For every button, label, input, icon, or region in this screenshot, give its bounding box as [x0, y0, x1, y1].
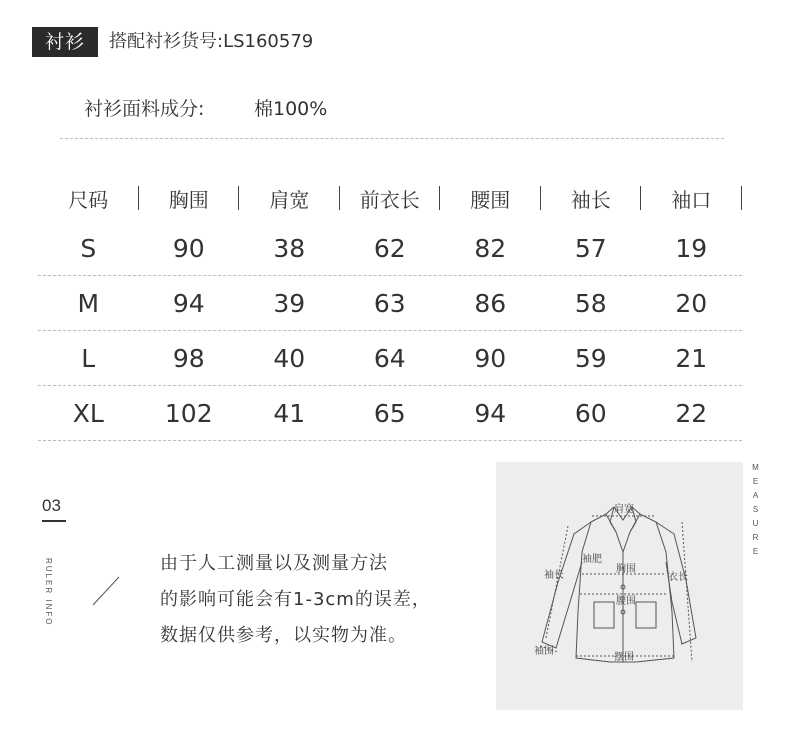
column-header: 尺码 — [38, 184, 139, 213]
label-chest: 胸围 — [616, 564, 636, 575]
measurement-diagram — [496, 462, 743, 710]
category-tag: 衬衫 — [32, 27, 98, 57]
table-cell: 41 — [273, 398, 306, 428]
label-hem: 摆围 — [614, 652, 634, 663]
table-cell: M — [77, 288, 100, 318]
label-armhole: 袖肥 — [582, 554, 602, 565]
note-line: 由于人工测量以及测量方法 — [160, 553, 388, 574]
table-cell: 98 — [172, 343, 205, 373]
table-cell: 90 — [172, 233, 205, 263]
table-cell: 38 — [273, 233, 306, 263]
column-header: 袖口 — [641, 184, 742, 213]
table-cell: 64 — [373, 343, 406, 373]
table-cell: 90 — [474, 343, 507, 373]
column-header: 肩宽 — [239, 184, 340, 213]
column-header: 胸围 — [139, 184, 240, 213]
table-cell: 19 — [675, 233, 708, 263]
label-shoulder: 肩宽 — [614, 504, 634, 515]
table-cell: 86 — [474, 288, 507, 318]
table-cell: 40 — [273, 343, 306, 373]
label-waist: 腰围 — [616, 596, 636, 607]
table-cell: L — [81, 343, 96, 373]
row-divider — [38, 440, 742, 441]
table-cell: 21 — [675, 343, 708, 373]
note-line: 的影响可能会有1-3cm的误差， — [160, 589, 431, 610]
table-cell: 22 — [675, 398, 708, 428]
label-cuff: 袖围 — [534, 646, 554, 657]
measurement-note — [160, 546, 490, 654]
table-cell: 20 — [675, 288, 708, 318]
item-number: 搭配衬衫货号:LS160579 — [109, 31, 314, 52]
section-underline — [42, 520, 66, 522]
table-cell: 57 — [574, 233, 607, 263]
table-cell: 59 — [574, 343, 607, 373]
table-cell: 60 — [574, 398, 607, 428]
table-cell: 39 — [273, 288, 306, 318]
table-cell: S — [80, 233, 97, 263]
table-cell: 62 — [373, 233, 406, 263]
section-number: 03 — [42, 496, 61, 515]
column-header: 袖长 — [541, 184, 642, 213]
fabric-value: 棉100% — [254, 98, 328, 120]
table-cell: 102 — [164, 398, 213, 428]
table-row — [38, 331, 742, 385]
column-header: 前衣长 — [340, 184, 441, 213]
table-cell: 63 — [373, 288, 406, 318]
note-line: 数据仅供参考，以实物为准。 — [160, 625, 407, 646]
slash-divider-icon — [91, 575, 121, 607]
table-cell: 94 — [172, 288, 205, 318]
table-row — [38, 276, 742, 330]
size-table — [38, 175, 742, 441]
jacket-diagram — [496, 462, 743, 710]
label-body-length: 衣长 — [668, 572, 688, 583]
column-header: 腰围 — [440, 184, 541, 213]
divider — [60, 138, 724, 139]
table-cell: 94 — [474, 398, 507, 428]
fabric-label: 衬衫面料成分: — [84, 98, 205, 120]
label-sleeve-length: 袖长 — [544, 570, 564, 581]
measure-label: MEASURE — [751, 463, 760, 561]
table-cell: 65 — [373, 398, 406, 428]
table-cell: 82 — [474, 233, 507, 263]
table-cell: XL — [72, 398, 104, 428]
table-cell: 58 — [574, 288, 607, 318]
ruler-info-label: RULER INFO — [44, 558, 53, 627]
table-row — [38, 386, 742, 440]
table-row — [38, 221, 742, 275]
table-header-row — [38, 175, 742, 221]
